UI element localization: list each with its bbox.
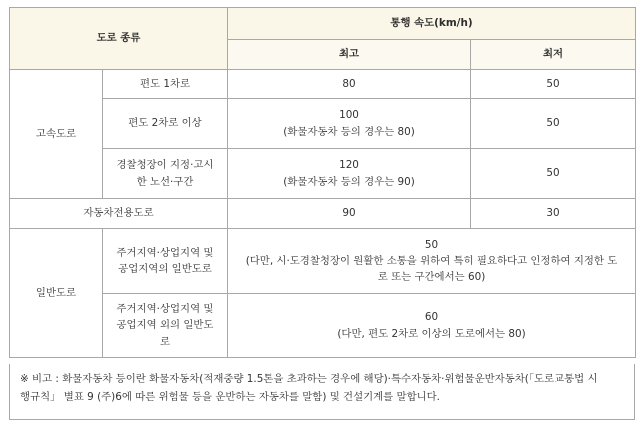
footnote-line: ※ 비고 : 화물자동차 등이란 화물자동차(적재중량 1.5톤을 초과하는 경우에 해당)·특수자동차·위험물운반자동차(「도로교통법 시	[20, 373, 598, 385]
footnote-line: 행규칙」 별표 9 (주)6에 따른 위험물 등을 운반하는 자동차를 말함) 및 건설기계를 말합니다.	[20, 390, 440, 403]
table-row	[10, 70, 636, 99]
max-speed-value: 80	[342, 77, 356, 90]
group-expressway: 고속도로	[10, 70, 103, 199]
combined-speed-cell	[228, 294, 636, 358]
table-row	[10, 294, 636, 358]
road-type-line: 주거지역·상업지역 및	[116, 246, 214, 259]
table-row	[10, 149, 636, 199]
header-road-type: 도로 종류	[10, 8, 228, 70]
group-general-road: 일반도로	[10, 229, 103, 358]
table-row	[10, 199, 636, 229]
max-speed-cell	[228, 70, 471, 99]
max-speed-value: 100	[339, 109, 359, 122]
road-type-cell	[103, 149, 228, 199]
min-speed-cell: 50	[471, 149, 636, 199]
road-type-cell	[103, 294, 228, 358]
road-type-cell: 편도 1차로	[103, 70, 228, 99]
min-speed-cell: 50	[471, 70, 636, 99]
header-max: 최고	[228, 40, 471, 70]
speed-limit-table	[9, 7, 636, 358]
header-speed: 통행 속도(km/h)	[228, 8, 636, 40]
road-type-line: 한 노선·구간	[136, 175, 194, 188]
header-row-1	[10, 8, 636, 40]
road-type-line: 공업지역 외의 일반도	[116, 319, 214, 332]
road-type-cell: 편도 2차로 이상	[103, 99, 228, 149]
road-type-line: 주거지역·상업지역 및	[116, 303, 214, 316]
table-footnote	[9, 364, 635, 420]
group-motorway: 자동차전용도로	[10, 199, 228, 229]
speed-note-line: 로 또는 구간에서는 60)	[377, 271, 486, 284]
table-row	[10, 229, 636, 294]
speed-note-line: (다만, 시·도경찰청장이 원활한 소통을 위하여 특히 필요하다고 인정하여 지정한 도	[245, 254, 618, 267]
max-speed-cell	[228, 149, 471, 199]
road-type-line: 로	[159, 335, 171, 348]
max-speed-note: (화물자동차 등의 경우는 80)	[283, 125, 415, 138]
header-min: 최저	[471, 40, 636, 70]
speed-value: 60	[424, 311, 439, 324]
combined-speed-cell	[228, 229, 636, 294]
min-speed-cell: 30	[471, 199, 636, 229]
road-type-line: 공업지역의 일반도로	[118, 263, 212, 275]
max-speed-note: (화물자동차 등의 경우는 90)	[283, 175, 415, 188]
max-speed-value: 120	[339, 159, 359, 172]
road-type-line: 경찰청장이 지정·고시	[116, 159, 214, 172]
speed-value: 50	[424, 238, 439, 251]
speed-note-line: (다만, 편도 2차로 이상의 도로에서는 80)	[337, 327, 526, 340]
min-speed-cell: 50	[471, 99, 636, 149]
table-row	[10, 99, 636, 149]
road-type-cell	[103, 229, 228, 294]
max-speed-cell	[228, 99, 471, 149]
max-speed-cell: 90	[228, 199, 471, 229]
